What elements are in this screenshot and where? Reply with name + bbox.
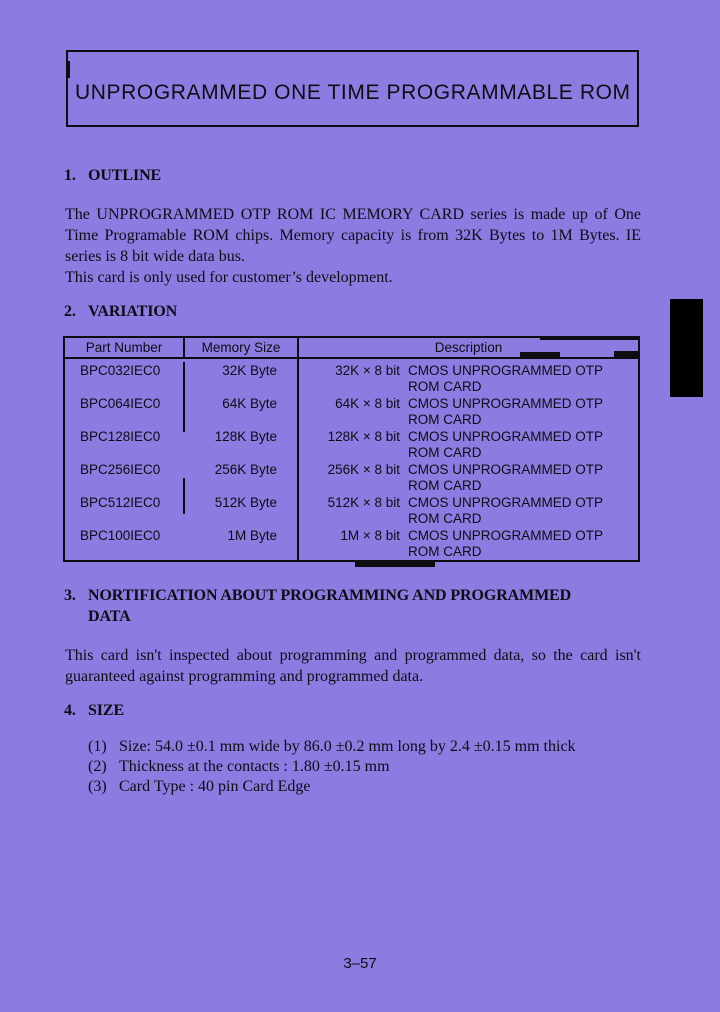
cell-description <box>408 462 603 494</box>
title-box <box>66 50 639 127</box>
cell-description <box>408 396 603 428</box>
cell-memory-size: 256K Byte <box>214 462 277 477</box>
paragraph-line: series is 8 bit wide data bus. <box>65 248 245 265</box>
cell-capacity: 64K × 8 bit <box>335 396 400 411</box>
section-heading-size <box>64 700 124 721</box>
description-line: CMOS UNPROGRAMMED OTP <box>408 495 604 510</box>
list-item <box>88 777 576 797</box>
page-number: 3–57 <box>343 955 377 972</box>
cell-description <box>408 363 603 395</box>
cell-part-number: BPC512IEC0 <box>80 495 161 510</box>
cell-capacity: 1M × 8 bit <box>340 528 400 543</box>
outline-paragraph <box>65 204 641 288</box>
cell-memory-size: 64K Byte <box>222 396 277 411</box>
item-number: (3) <box>88 778 107 795</box>
cell-part-number: BPC256IEC0 <box>80 462 161 477</box>
cell-part-number: BPC100IEC0 <box>80 528 161 543</box>
cell-memory-size: 1M Byte <box>227 528 277 543</box>
description-line: ROM CARD <box>408 478 482 493</box>
section-number: 4. <box>64 702 76 719</box>
section-number: 3. <box>64 587 76 604</box>
cell-memory-size: 128K Byte <box>214 429 277 444</box>
section-title: VARIATION <box>88 303 178 320</box>
index-tab <box>670 299 703 397</box>
scan-artifact <box>614 351 638 358</box>
cell-capacity: 32K × 8 bit <box>335 363 400 378</box>
variation-table <box>63 336 640 562</box>
cell-memory-size: 512K Byte <box>214 495 277 510</box>
paragraph-line: guaranteed against programming and programmed data. <box>65 668 424 685</box>
cell-description <box>408 528 603 560</box>
description-line: ROM CARD <box>408 379 482 394</box>
page-title: UNPROGRAMMED ONE TIME PROGRAMMABLE ROM <box>75 81 631 104</box>
description-line: CMOS UNPROGRAMMED OTP <box>408 429 604 444</box>
description-line: ROM CARD <box>408 445 482 460</box>
item-text: Size: 54.0 ±0.1 mm wide by 86.0 ±0.2 mm long by 2.4 ±0.15 mm thick <box>119 738 576 755</box>
section-title: SIZE <box>88 702 125 719</box>
section-title-line: DATA <box>88 608 131 625</box>
section-title: OUTLINE <box>88 167 162 184</box>
cell-part-number: BPC128IEC0 <box>80 429 161 444</box>
cell-capacity: 128K × 8 bit <box>327 429 400 444</box>
list-item <box>88 757 576 777</box>
column-header-description: Description <box>434 340 503 355</box>
item-text: Thickness at the contacts : 1.80 ±0.15 mm <box>119 758 390 775</box>
column-header-part-number: Part Number <box>85 340 163 355</box>
paragraph-line: The UNPROGRAMMED OTP ROM IC MEMORY CARD series is made up of One <box>65 206 641 223</box>
notification-paragraph <box>65 645 641 687</box>
description-line: CMOS UNPROGRAMMED OTP <box>408 396 604 411</box>
description-line: CMOS UNPROGRAMMED OTP <box>408 462 604 477</box>
description-line: CMOS UNPROGRAMMED OTP <box>408 363 604 378</box>
item-text: Card Type : 40 pin Card Edge <box>119 778 311 795</box>
scan-artifact <box>355 561 435 567</box>
list-item <box>88 737 576 757</box>
paragraph-line: Time Programable ROM chips. Memory capacity is from 32K Bytes to 1M Bytes. IE <box>65 227 641 244</box>
section-heading-variation <box>64 301 177 322</box>
section-heading-notification <box>64 585 571 627</box>
scan-artifact <box>520 352 560 358</box>
paragraph-line: This card is only used for customer’s development. <box>65 269 393 286</box>
scan-artifact <box>68 61 70 78</box>
column-header-memory-size: Memory Size <box>201 340 281 355</box>
item-number: (2) <box>88 758 107 775</box>
scan-artifact <box>540 336 638 340</box>
description-line: ROM CARD <box>408 412 482 427</box>
description-line: ROM CARD <box>408 511 482 526</box>
cell-description <box>408 429 603 461</box>
paragraph-line: This card isn't inspected about programming and programmed data, so the card isn't <box>65 647 641 664</box>
cell-description <box>408 495 603 527</box>
cell-capacity: 512K × 8 bit <box>327 495 400 510</box>
section-heading-outline <box>64 165 161 186</box>
description-line: ROM CARD <box>408 544 482 559</box>
section-title-line: NORTIFICATION ABOUT PROGRAMMING AND PROGRAMMED <box>88 587 572 604</box>
size-list <box>88 737 576 797</box>
section-title <box>88 585 571 627</box>
description-line: CMOS UNPROGRAMMED OTP <box>408 528 604 543</box>
section-number: 1. <box>64 167 76 184</box>
cell-capacity: 256K × 8 bit <box>327 462 400 477</box>
cell-part-number: BPC064IEC0 <box>80 396 161 411</box>
section-number: 2. <box>64 303 76 320</box>
item-number: (1) <box>88 738 107 755</box>
cell-memory-size: 32K Byte <box>222 363 277 378</box>
cell-part-number: BPC032IEC0 <box>80 363 161 378</box>
